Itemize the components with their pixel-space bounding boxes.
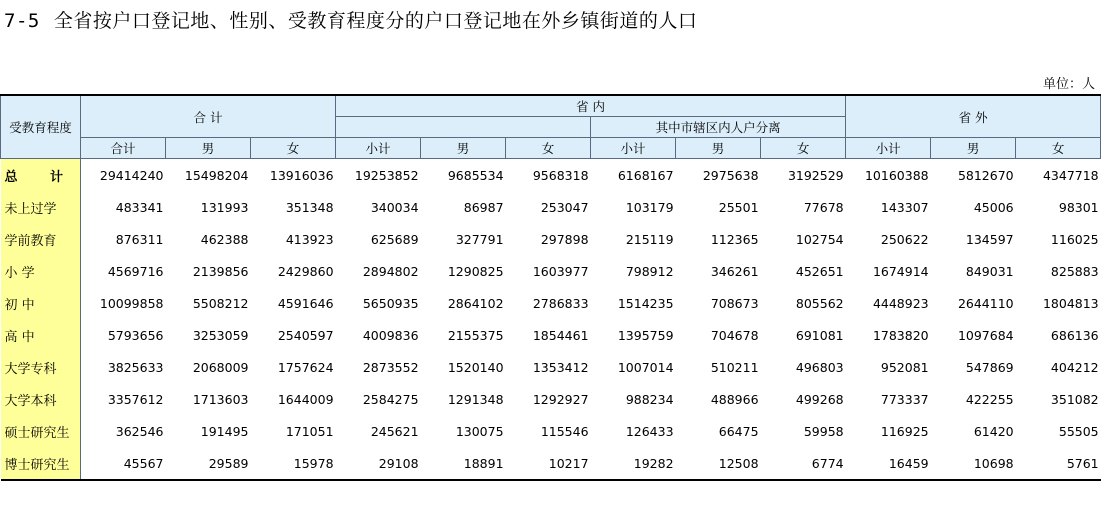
table-cell: 3253059 [192,327,249,343]
row-label: 高 中 [1,319,81,351]
table-cell: 404212 [1050,359,1099,375]
table-cell: 708673 [710,295,759,311]
column-header: 女 [761,138,846,159]
table-cell: 413923 [285,231,334,247]
table-cell: 3192529 [787,167,844,183]
table-cell: 1007014 [617,359,674,375]
table-cell: 55505 [1058,423,1099,439]
table-cell: 704678 [710,327,759,343]
table-cell: 510211 [710,359,759,375]
table-cell: 327791 [455,231,504,247]
column-header: 男 [421,138,506,159]
table-row [1,447,1101,480]
table-cell: 1291348 [447,391,504,407]
row-header-label: 受教育程度 [1,95,81,159]
row-label: 未上过学 [1,191,81,223]
table-cell: 686136 [1050,327,1099,343]
row-label: 小 学 [1,255,81,287]
table-cell: 19282 [591,447,676,480]
table-cell: 143307 [880,199,929,215]
row-label: 硕士研究生 [1,415,81,447]
table-cell: 98301 [1058,199,1099,215]
column-header: 合计 [81,138,166,159]
table-cell: 2873552 [362,359,419,375]
table-cell: 2429860 [277,263,334,279]
column-header: 女 [251,138,336,159]
row-label: 学前教育 [1,223,81,255]
table-cell: 9568318 [532,167,589,183]
column-header: 小计 [336,138,421,159]
table-cell: 3825633 [107,359,164,375]
table-cell: 45567 [81,447,166,480]
table-cell: 297898 [540,231,589,247]
column-header: 女 [1016,138,1101,159]
table-cell: 102754 [795,231,844,247]
table-cell: 1520140 [447,359,504,375]
title-text: 全省按户口登记地、性别、受教育程度分的户口登记地在外乡镇街道的人口 [53,10,698,32]
table-cell: 2139856 [192,263,249,279]
table-cell: 1292927 [532,391,589,407]
table-cell: 4009836 [362,327,419,343]
table-cell: 115546 [540,423,589,439]
column-header: 小计 [591,138,676,159]
table-cell: 2155375 [447,327,504,343]
table-cell: 215119 [625,231,674,247]
table-cell: 2864102 [447,295,504,311]
table-cell: 340034 [370,199,419,215]
table-cell: 2540597 [277,327,334,343]
table-row [1,351,1101,383]
table-cell: 1804813 [1042,295,1099,311]
table-cell: 6168167 [617,167,674,183]
unit-label: 单位：人 [1042,77,1095,92]
table-cell: 1644009 [277,391,334,407]
table-cell: 103179 [625,199,674,215]
table-cell: 116025 [1050,231,1099,247]
table-cell: 452651 [795,263,844,279]
table-cell: 798912 [625,263,674,279]
table-cell: 15978 [251,447,336,480]
table-cell: 773337 [880,391,929,407]
table-cell: 2584275 [362,391,419,407]
table-cell: 2894802 [362,263,419,279]
table-cell: 29589 [166,447,251,480]
table-cell: 4591646 [277,295,334,311]
table-cell: 19253852 [354,167,419,183]
group-in-province-header: 省 内 [336,95,846,117]
table-cell: 952081 [880,359,929,375]
column-header: 女 [506,138,591,159]
page-title [4,6,697,33]
table-cell: 5761 [1016,447,1101,480]
table-cell: 2786833 [532,295,589,311]
table-cell: 1395759 [617,327,674,343]
table-cell: 351082 [1050,391,1099,407]
table-cell: 1097684 [957,327,1014,343]
table-cell: 5812670 [957,167,1014,183]
in-province-blank [336,117,591,138]
table-cell: 499268 [795,391,844,407]
table-cell: 1713603 [192,391,249,407]
table-row [1,415,1101,447]
table-row [1,191,1101,223]
table-cell: 171051 [285,423,334,439]
table-cell: 10217 [506,447,591,480]
column-header: 男 [166,138,251,159]
table-cell: 825883 [1050,263,1099,279]
table-cell: 5508212 [192,295,249,311]
table-cell: 691081 [795,327,844,343]
table-cell: 6774 [761,447,846,480]
table-cell: 5793656 [107,327,164,343]
table-cell: 25501 [718,199,759,215]
table-cell: 422255 [965,391,1014,407]
table-cell: 15498204 [184,167,249,183]
table-cell: 362546 [115,423,164,439]
table-cell: 483341 [115,199,164,215]
table-cell: 61420 [973,423,1014,439]
table-cell: 18891 [421,447,506,480]
table-cell: 5650935 [362,295,419,311]
row-label: 博士研究生 [1,447,81,480]
table-cell: 13916036 [269,167,334,183]
table-cell: 126433 [625,423,674,439]
table-cell: 2975638 [702,167,759,183]
table-cell: 253047 [540,199,589,215]
row-label: 大学专科 [1,351,81,383]
table-cell: 10698 [931,447,1016,480]
table-cell: 988234 [625,391,674,407]
column-header: 小计 [846,138,931,159]
row-label: 初 中 [1,287,81,319]
table-cell: 130075 [455,423,504,439]
table-row [1,255,1101,287]
table-cell: 131993 [200,199,249,215]
table-cell: 1514235 [617,295,674,311]
row-label: 大学本科 [1,383,81,415]
table-cell: 462388 [200,231,249,247]
table-cell: 77678 [803,199,844,215]
table-cell: 496803 [795,359,844,375]
table-cell: 4347718 [1042,167,1099,183]
table-cell: 1353412 [532,359,589,375]
table-cell: 29414240 [99,167,164,183]
table-cell: 1854461 [532,327,589,343]
table-row [1,223,1101,255]
column-header: 男 [676,138,761,159]
group-out-province-header: 省 外 [846,95,1101,138]
table-cell: 10160388 [864,167,929,183]
table-cell: 1757624 [277,359,334,375]
table-cell: 2644110 [957,295,1014,311]
table-cell: 29108 [336,447,421,480]
table-cell: 805562 [795,295,844,311]
group-total-header: 合 计 [81,95,336,138]
row-label: 总 计 [1,159,81,192]
table-cell: 849031 [965,263,1014,279]
column-header: 男 [931,138,1016,159]
table-cell: 250622 [880,231,929,247]
table-cell: 1674914 [872,263,929,279]
table-row [1,319,1101,351]
table-cell: 134597 [965,231,1014,247]
data-table [0,94,1101,481]
table-cell: 3357612 [107,391,164,407]
table-cell: 1783820 [872,327,929,343]
table-cell: 245621 [370,423,419,439]
table-cell: 191495 [200,423,249,439]
table-cell: 16459 [846,447,931,480]
table-cell: 351348 [285,199,334,215]
table-cell: 547869 [965,359,1014,375]
table-cell: 876311 [115,231,164,247]
table-cell: 45006 [973,199,1014,215]
table-number: 7-5 [4,10,40,32]
table-cell: 12508 [676,447,761,480]
table-row [1,287,1101,319]
table-cell: 86987 [463,199,504,215]
table-cell: 1603977 [532,263,589,279]
table-cell: 116925 [880,423,929,439]
table-row [1,383,1101,415]
table-cell: 9685534 [447,167,504,183]
table-cell: 4569716 [107,263,164,279]
table-cell: 2068009 [192,359,249,375]
table-row [1,159,1101,192]
table-cell: 625689 [370,231,419,247]
table-cell: 346261 [710,263,759,279]
table-cell: 112365 [710,231,759,247]
table-cell: 488966 [710,391,759,407]
group-in-province-sub-header: 其中市辖区内人户分离 [591,117,846,138]
table-cell: 4448923 [872,295,929,311]
table-cell: 66475 [718,423,759,439]
table-cell: 10099858 [99,295,164,311]
table-cell: 59958 [803,423,844,439]
table-cell: 1290825 [447,263,504,279]
